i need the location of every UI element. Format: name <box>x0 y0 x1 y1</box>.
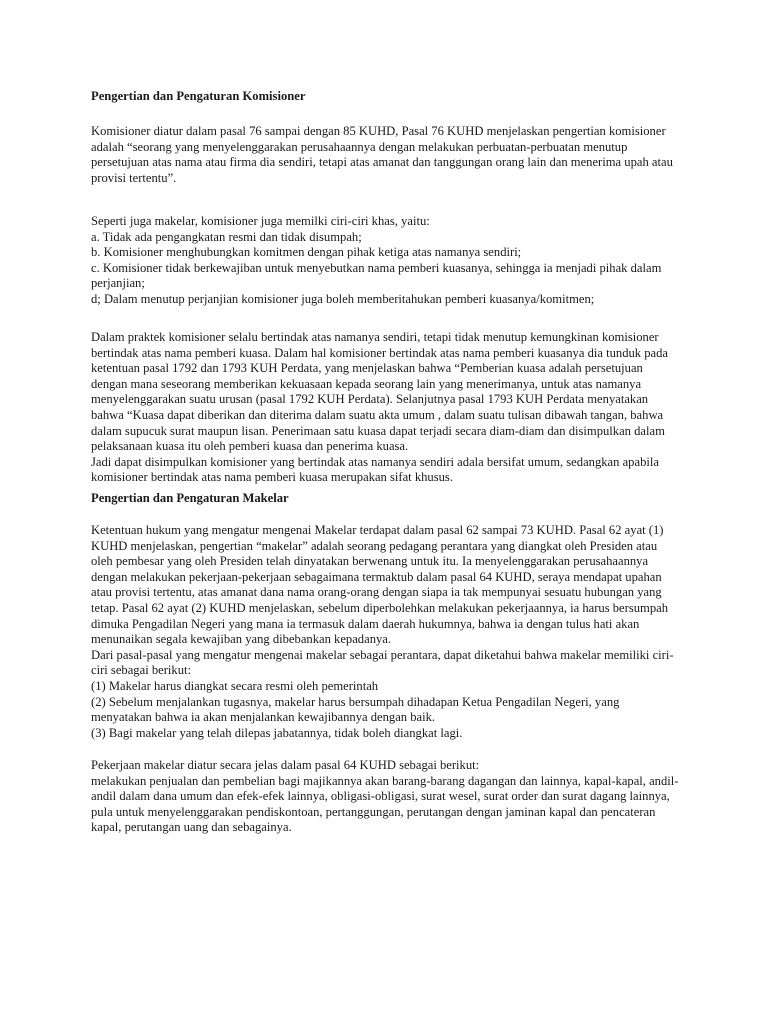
text-line: d; Dalam menutup perjanjian komisioner juga boleh memberitahukan pemberi kuasanya/komitmen; <box>91 291 595 306</box>
text-line: menyelenggarakan suatu urusan (pasal 1792 KUH Perdata). Selanjutnya pasal 1793 KUH Perdata menyatakan <box>91 392 649 407</box>
text-line: atau provisi tertentu, atas amanat dana nama orang-orang dengan siapa ia tak mempunyai sesuatu hubungan yang <box>91 585 662 600</box>
paragraph-komisioner-characteristics <box>91 214 691 308</box>
text-line: persetujuan atas nama atau firma dia sendiri, tetapi atas amanat dan tanggungan orang lain dan menerima upah atau <box>91 155 673 170</box>
text-line: (1) Makelar harus diangkat secara resmi oleh pemerintah <box>91 678 379 693</box>
text-line: Dalam praktek komisioner selalu bertindak atas namanya sendiri, tetapi tidak menutup kemungkinan komisioner <box>91 330 659 344</box>
text-line: pelaksanaan kuasa itu oleh pemberi kuasa dan penerima kuasa. <box>91 439 409 454</box>
text-line: oleh pembesar yang oleh Presiden telah dinyatakan berwenang untuk itu. Ia menyelenggarakan perusahaannya <box>91 554 649 569</box>
text-line: (2) Sebelum menjalankan tugasnya, makelar harus bersumpah dihadapan Ketua Pengadilan Negeri, yang <box>91 694 620 709</box>
section-heading-makelar: Pengertian dan Pengaturan Makelar <box>91 491 289 505</box>
section-heading-komisioner: Pengertian dan Pengaturan Komisioner <box>91 89 306 103</box>
text-line: bertindak atas nama pemberi kuasa. Dalam hal komisioner bertindak atas nama pemberi kuasanya dia tunduk pada <box>91 345 669 360</box>
text-line: adalah “seorang yang menyelenggarakan perusahaannya dengan melakukan perbuatan-perbuatan menutup <box>91 139 628 154</box>
text-line: dimuka Pengadilan Negeri yang mana ia termasuk dalam daerah hukumnya, bahwa ia dengan tulus hati akan <box>91 616 640 631</box>
paragraph-makelar-duties <box>91 758 691 836</box>
text-line: b. Komisioner menghubungkan komitmen dengan pihak ketiga atas namanya sendiri; <box>91 245 522 260</box>
text-line: andil dalam dana umum dan efek-efek lainnya, obligasi-obligasi, surat wesel, surat order dan surat dagang lainnya, <box>91 789 670 804</box>
text-line: Ketentuan hukum yang mengatur mengenai Makelar terdapat dalam pasal 62 sampai 73 KUHD. Pasal 62 ayat (1) <box>91 523 664 537</box>
text-line: c. Komisioner tidak berkewajiban untuk menyebutkan nama pemberi kuasanya, sehingga ia menjadi pihak dalam <box>91 260 662 275</box>
text-line: ketentuan pasal 1792 dan 1793 KUH Perdata, yang menjelaskan bahwa “Pemberian kuasa adalah persetujuan <box>91 361 643 376</box>
text-line: menunaikan segala kewajiban yang dibebankan kepadanya. <box>91 632 392 647</box>
text-line: provisi tertentu”. <box>91 170 177 185</box>
paragraph-komisioner-definition <box>91 124 691 186</box>
text-line: Dari pasal-pasal yang mengatur mengenai makelar sebagai perantara, dapat diketahui bahwa makelar memiliki ciri- <box>91 647 674 662</box>
text-line: (3) Bagi makelar yang telah dilepas jabatannya, tidak boleh diangkat lagi. <box>91 725 463 740</box>
text-line: bahwa “Kuasa dapat diberikan dan diterima dalam suatu akta umum , dalam suatu tulisan dibawah tangan, bahwa <box>91 407 664 422</box>
text-line: dalam supucuk surat maupun lisan. Penerimaan satu kuasa dapat terjadi secara diam-diam dan disimpulkan dalam <box>91 423 665 438</box>
text-line: Jadi dapat disimpulkan komisioner yang bertindak atas namanya sendiri adala bersifat umum, sedangkan apabila <box>91 454 659 469</box>
paragraph-komisioner-practice <box>91 330 691 486</box>
text-line: menyatakan bahwa ia akan menjalankan kewajibannya dengan baik. <box>91 710 436 725</box>
text-line: Komisioner diatur dalam pasal 76 sampai dengan 85 KUHD, Pasal 76 KUHD menjelaskan pengertian komisioner <box>91 124 666 138</box>
text-line: Seperti juga makelar, komisioner juga memilki ciri-ciri khas, yaitu: <box>91 214 430 228</box>
text-line: a. Tidak ada pengangkatan resmi dan tidak disumpah; <box>91 229 362 244</box>
text-line: perjanjian; <box>91 276 145 291</box>
text-line: pula untuk menyelenggarakan pendiskontoan, pertanggungan, perutangan dengan jaminan kapal dan pencateran <box>91 804 656 819</box>
text-line: kapal, perutangan uang dan sebagainya. <box>91 820 292 835</box>
text-line: KUHD menjelaskan, pengertian “makelar” adalah seorang pedagang perantara yang diangkat oleh Presiden atau <box>91 538 658 553</box>
text-line: ciri sebagai berikut: <box>91 663 192 678</box>
text-line: tetap. Pasal 62 ayat (2) KUHD menjelaskan, sebelum diperbolehkan melakukan pekerjaannya, ia harus bersumpah <box>91 600 669 615</box>
text-line: Pekerjaan makelar diatur secara jelas dalam pasal 64 KUHD sebagai berikut: <box>91 758 480 772</box>
text-line: dengan mana seseorang memberikan kekuasaan kepada seorang lain yang menerimanya, untuk atas namanya <box>91 376 642 391</box>
text-line: melakukan penjualan dan pembelian bagi majikannya akan barang-barang dagangan dan lainnya, kapal-kapal, andil- <box>91 773 679 788</box>
text-line: dengan melakukan pekerjaan-pekerjaan sebagaimana termaktub dalam pasal 64 KUHD, seraya mendapat upahan <box>91 569 662 584</box>
paragraph-makelar-definition <box>91 523 691 741</box>
text-line: komisioner bertindak atas nama pemberi kuasa merupakan sifat khusus. <box>91 470 453 485</box>
